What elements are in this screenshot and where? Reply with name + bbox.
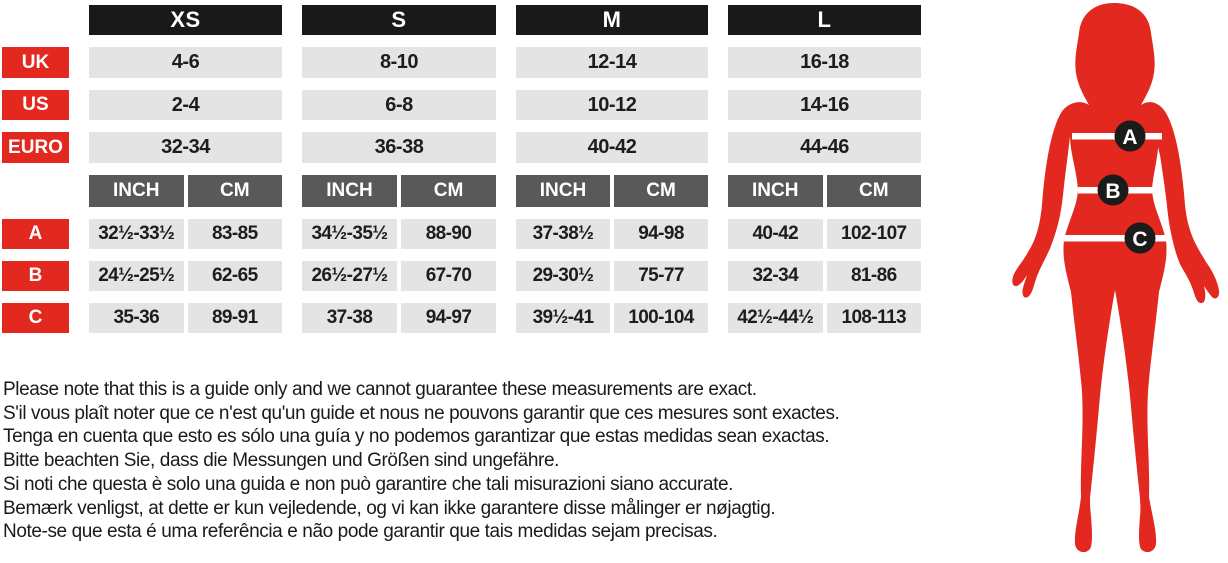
note-line-pt: Note-se que esta é uma referência e não pode garantir que tais medidas sejam precisas. (3, 521, 718, 543)
spacer (2, 5, 69, 35)
unit-headers-xs (89, 175, 282, 207)
disclaimer-notes (3, 378, 839, 544)
cell-euro-m: 40-42 (516, 132, 708, 163)
size-header-l: L (728, 5, 921, 35)
inch-header: INCH (516, 175, 610, 207)
note-line-de: Bitte beachten Sie, dass die Messungen und Größen sind ungefähre. (3, 450, 559, 472)
cell-us-xs: 2-4 (89, 90, 282, 120)
cell-us-m: 10-12 (516, 90, 708, 120)
cell-uk-m: 12-14 (516, 47, 708, 78)
cell-us-s: 6-8 (302, 90, 496, 120)
cells-a-s (302, 219, 496, 249)
waist-marker-label: B (1105, 180, 1121, 203)
cell-c-m-cm: 100-104 (614, 303, 708, 333)
inch-header: INCH (302, 175, 397, 207)
cell-c-xs-cm: 89-91 (188, 303, 283, 333)
cell-a-m-inch: 37-38½ (516, 219, 610, 249)
cell-b-m-inch: 29-30½ (516, 261, 610, 291)
cells-c-xs (89, 303, 282, 333)
cell-b-s-inch: 26½-27½ (302, 261, 397, 291)
cell-a-xs-inch: 32½-33½ (89, 219, 184, 249)
cell-euro-l: 44-46 (728, 132, 921, 163)
cm-header: CM (827, 175, 922, 207)
cell-b-xs-cm: 62-65 (188, 261, 283, 291)
cell-uk-l: 16-18 (728, 47, 921, 78)
note-line-it: Si noti che questa è solo una guida e non può garantire che tali misurazioni siano accurate. (3, 473, 734, 495)
cell-a-l-inch: 40-42 (728, 219, 823, 249)
waist-marker (1098, 175, 1129, 206)
note-line-da: Bemærk venligst, at dette er kun vejledende, og vi kan ikke garantere disse målinger er nøjagtig. (3, 497, 776, 519)
bust-marker (1115, 121, 1146, 152)
note-line-es: Tenga en cuenta que esto es sólo una guía y no podemos garantizar que estas medidas sean exactas. (3, 426, 830, 448)
note-line-en: Please note that this is a guide only and we cannot guarantee these measurements are exact. (3, 379, 757, 400)
cm-header: CM (401, 175, 496, 207)
cell-a-s-cm: 88-90 (401, 219, 496, 249)
cell-c-s-inch: 37-38 (302, 303, 397, 333)
cm-header: CM (614, 175, 708, 207)
row-label-euro: EURO (2, 132, 69, 163)
cell-c-l-inch: 42½-44½ (728, 303, 823, 333)
cells-b-l (728, 261, 921, 291)
cells-c-l (728, 303, 921, 333)
note-line-fr: S'il vous plaît noter que ce n'est qu'un guide et nous ne pouvons garantir que ces mesures sont exactes. (3, 402, 840, 424)
cells-c-m (516, 303, 708, 333)
spacer (2, 175, 69, 207)
cell-euro-xs: 32-34 (89, 132, 282, 163)
cell-a-xs-cm: 83-85 (188, 219, 283, 249)
cells-a-l (728, 219, 921, 249)
cell-a-s-inch: 34½-35½ (302, 219, 397, 249)
cm-header: CM (188, 175, 283, 207)
cell-b-l-cm: 81-86 (827, 261, 922, 291)
inch-header: INCH (728, 175, 823, 207)
row-label-uk: UK (2, 47, 69, 78)
cell-c-l-cm: 108-113 (827, 303, 922, 333)
cell-c-s-cm: 94-97 (401, 303, 496, 333)
row-label-b: B (2, 261, 69, 291)
cell-us-l: 14-16 (728, 90, 921, 120)
cell-uk-s: 8-10 (302, 47, 496, 78)
hip-marker-label: C (1132, 228, 1148, 251)
inch-header: INCH (89, 175, 184, 207)
bust-marker-label: A (1122, 126, 1138, 149)
cell-c-xs-inch: 35-36 (89, 303, 184, 333)
cells-a-m (516, 219, 708, 249)
row-label-us: US (2, 90, 69, 120)
cell-b-xs-inch: 24½-25½ (89, 261, 184, 291)
cells-b-s (302, 261, 496, 291)
female-body-silhouette-icon (1000, 0, 1228, 558)
unit-headers-l (728, 175, 921, 207)
size-header-s: S (302, 5, 496, 35)
unit-headers-s (302, 175, 496, 207)
cell-b-s-cm: 67-70 (401, 261, 496, 291)
cells-b-m (516, 261, 708, 291)
cell-b-m-cm: 75-77 (614, 261, 708, 291)
size-header-xs: XS (89, 5, 282, 35)
cell-b-l-inch: 32-34 (728, 261, 823, 291)
cells-a-xs (89, 219, 282, 249)
size-table (2, 5, 921, 333)
size-header-m: M (516, 5, 708, 35)
row-label-c: C (2, 303, 69, 333)
measurement-figure (1000, 0, 1228, 558)
cells-b-xs (89, 261, 282, 291)
unit-headers-m (516, 175, 708, 207)
cells-c-s (302, 303, 496, 333)
hip-marker (1125, 223, 1156, 254)
row-label-a: A (2, 219, 69, 249)
cell-a-m-cm: 94-98 (614, 219, 708, 249)
cell-euro-s: 36-38 (302, 132, 496, 163)
cell-uk-xs: 4-6 (89, 47, 282, 78)
cell-c-m-inch: 39½-41 (516, 303, 610, 333)
cell-a-l-cm: 102-107 (827, 219, 922, 249)
